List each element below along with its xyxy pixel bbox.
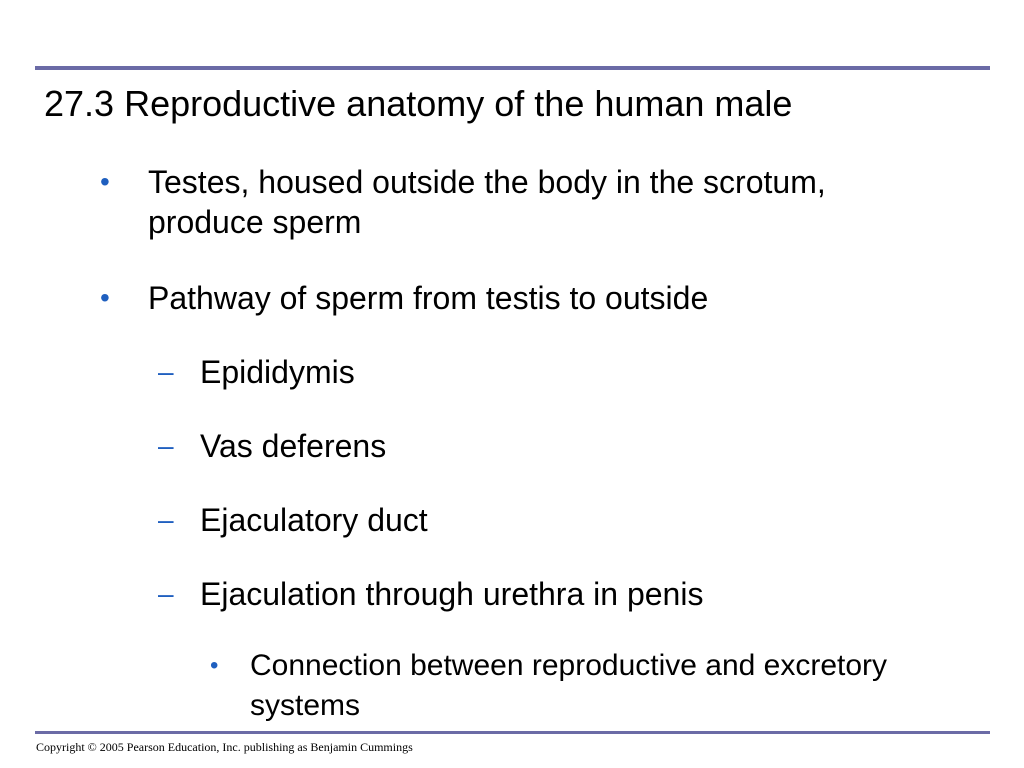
dash-marker: – bbox=[158, 578, 174, 609]
slide-title: 27.3 Reproductive anatomy of the human male bbox=[44, 83, 793, 124]
dash-marker: – bbox=[158, 356, 174, 387]
sub-sub-bullet-text: Connection between reproductive and excretory systems bbox=[250, 649, 888, 722]
sub-bullet-vas-deferens bbox=[158, 426, 960, 466]
sub-bullet-text: Vas deferens bbox=[200, 428, 387, 464]
sub-bullet-epididymis bbox=[158, 352, 960, 392]
sub-bullet-ejaculation bbox=[158, 574, 960, 614]
bullet-marker: • bbox=[210, 652, 219, 679]
footer-divider-line bbox=[35, 731, 990, 734]
sub-sub-bullet-connection bbox=[210, 646, 950, 726]
sub-bullet-text: Epididymis bbox=[200, 354, 355, 390]
bullet-marker: • bbox=[100, 166, 110, 197]
bullet-marker: • bbox=[100, 282, 110, 313]
bullet-item-testes bbox=[100, 162, 908, 242]
bullet-text: Testes, housed outside the body in the scrotum, produce sperm bbox=[148, 164, 826, 240]
dash-marker: – bbox=[158, 430, 174, 461]
sub-bullet-ejaculatory-duct bbox=[158, 500, 960, 540]
bullet-item-pathway bbox=[100, 278, 908, 318]
title-divider-line bbox=[35, 66, 990, 70]
sub-bullet-text: Ejaculation through urethra in penis bbox=[200, 576, 704, 612]
sub-bullet-text: Ejaculatory duct bbox=[200, 502, 428, 538]
bullet-text: Pathway of sperm from testis to outside bbox=[148, 280, 709, 316]
dash-marker: – bbox=[158, 504, 174, 535]
copyright-footer: Copyright © 2005 Pearson Education, Inc. publishing as Benjamin Cummings bbox=[36, 740, 413, 754]
